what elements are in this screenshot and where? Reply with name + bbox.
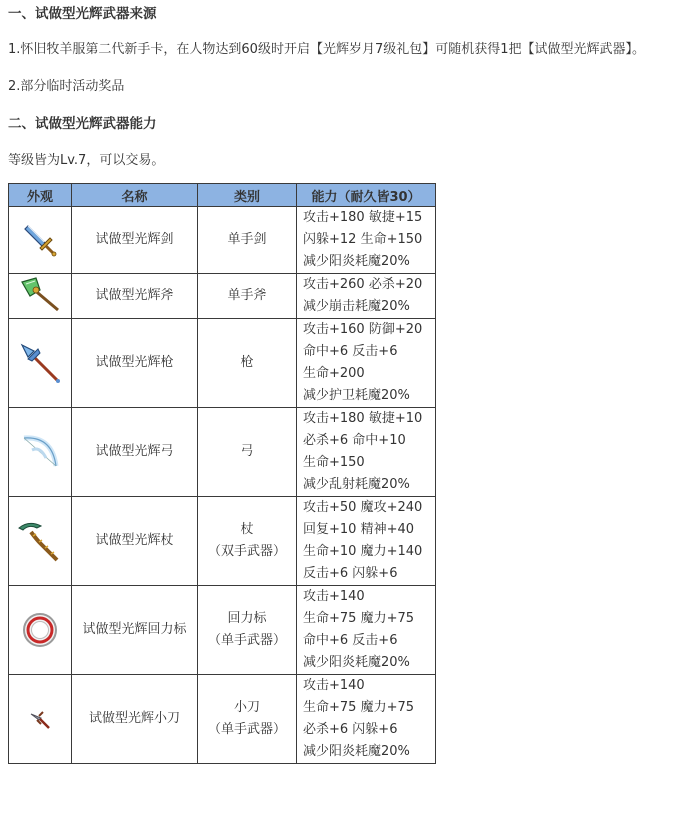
look-cell [9, 408, 72, 497]
source-item-2: 2.部分临时活动奖品 [8, 79, 125, 94]
table-row [9, 408, 436, 497]
weapon-type-sub: （单手武器） [207, 633, 286, 648]
weapon-abilities [297, 408, 436, 497]
weapon-type [198, 408, 297, 497]
weapon-name: 试做型光辉斧 [72, 274, 198, 319]
weapon-type [198, 274, 297, 319]
ability-line: 攻击+180 敏捷+15 [303, 210, 423, 225]
weapon-abilities [297, 274, 436, 319]
weapon-type-label: 单手剑 [227, 232, 267, 247]
ability-line: 减少崩击耗魔20% [303, 299, 410, 314]
look-cell [9, 207, 72, 274]
table-row [9, 586, 436, 675]
weapon-name: 试做型光辉小刀 [72, 675, 198, 764]
weapons-table [8, 183, 436, 764]
axe-icon [18, 276, 62, 316]
table-row [9, 207, 436, 274]
weapon-name: 试做型光辉枪 [72, 319, 198, 408]
look-cell [9, 274, 72, 319]
level-note: 等级皆为Lv.7，可以交易。 [8, 153, 165, 168]
header-ability: 能力（耐久皆30） [297, 184, 436, 207]
ability-line: 攻击+160 防御+20 [303, 322, 423, 337]
weapon-type-sub: （双手武器） [207, 544, 286, 559]
weapon-abilities [297, 586, 436, 675]
weapon-abilities [297, 497, 436, 586]
weapon-name: 试做型光辉杖 [72, 497, 198, 586]
table-row [9, 497, 436, 586]
header-type: 类别 [198, 184, 297, 207]
ability-line: 必杀+6 命中+10 [303, 433, 406, 448]
boomerang-icon [20, 610, 60, 650]
weapon-name: 试做型光辉剑 [72, 207, 198, 274]
table-row [9, 319, 436, 408]
sword-icon [20, 220, 60, 260]
ability-line: 减少护卫耗魔20% [303, 388, 410, 403]
header-look: 外观 [9, 184, 72, 207]
ability-line: 回复+10 精神+40 [303, 522, 415, 537]
look-cell [9, 675, 72, 764]
bow-icon [18, 430, 62, 474]
weapon-type [198, 319, 297, 408]
ability-line: 生命+10 魔力+140 [303, 544, 423, 559]
ability-line: 减少阳炎耗魔20% [303, 254, 410, 269]
weapon-type-label: 回力标 [227, 611, 267, 626]
ability-line: 生命+75 魔力+75 [303, 700, 415, 715]
ability-line: 减少乱射耗魔20% [303, 477, 410, 492]
ability-line: 攻击+50 魔攻+240 [303, 500, 423, 515]
source-item-1: 1.怀旧牧羊服第二代新手卡，在人物达到60级时开启【光辉岁月7级礼包】可随机获得1把【试做型光辉武器】。 [8, 42, 645, 57]
staff-icon [17, 518, 63, 564]
ability-line: 攻击+260 必杀+20 [303, 277, 423, 292]
ability-line: 闪躲+12 生命+150 [303, 232, 423, 247]
weapon-type-label: 单手斧 [227, 288, 267, 303]
look-cell [9, 497, 72, 586]
ability-line: 反击+6 闪躲+6 [303, 566, 398, 581]
table-row [9, 274, 436, 319]
weapon-type [198, 497, 297, 586]
weapon-type [198, 586, 297, 675]
table-row [9, 675, 436, 764]
ability-line: 减少阳炎耗魔20% [303, 744, 410, 759]
weapon-abilities [297, 319, 436, 408]
weapon-name: 试做型光辉弓 [72, 408, 198, 497]
look-cell [9, 319, 72, 408]
weapon-type-sub: （单手武器） [207, 722, 286, 737]
ability-line: 攻击+140 [303, 589, 365, 604]
weapon-abilities [297, 675, 436, 764]
section1-heading: 一、试做型光辉武器来源 [8, 6, 157, 22]
weapon-name: 试做型光辉回力标 [72, 586, 198, 675]
dagger-icon [25, 704, 55, 734]
ability-line: 命中+6 反击+6 [303, 344, 398, 359]
section2-heading: 二、试做型光辉武器能力 [8, 116, 157, 132]
ability-line: 生命+75 魔力+75 [303, 611, 415, 626]
ability-line: 生命+150 [303, 455, 365, 470]
weapon-type [198, 675, 297, 764]
look-cell [9, 586, 72, 675]
ability-line: 攻击+180 敏捷+10 [303, 411, 423, 426]
header-name: 名称 [72, 184, 198, 207]
ability-line: 减少阳炎耗魔20% [303, 655, 410, 670]
ability-line: 攻击+140 [303, 678, 365, 693]
weapon-type-label: 弓 [240, 444, 254, 459]
weapon-type-label: 小刀 [233, 700, 260, 715]
weapon-type-label: 枪 [240, 355, 254, 370]
ability-line: 命中+6 反击+6 [303, 633, 398, 648]
weapon-type-label: 杖 [240, 522, 254, 537]
weapon-abilities [297, 207, 436, 274]
table-header-row [9, 184, 436, 207]
spear-icon [18, 341, 62, 385]
ability-line: 生命+200 [303, 366, 365, 381]
ability-line: 必杀+6 闪躲+6 [303, 722, 398, 737]
weapon-type [198, 207, 297, 274]
